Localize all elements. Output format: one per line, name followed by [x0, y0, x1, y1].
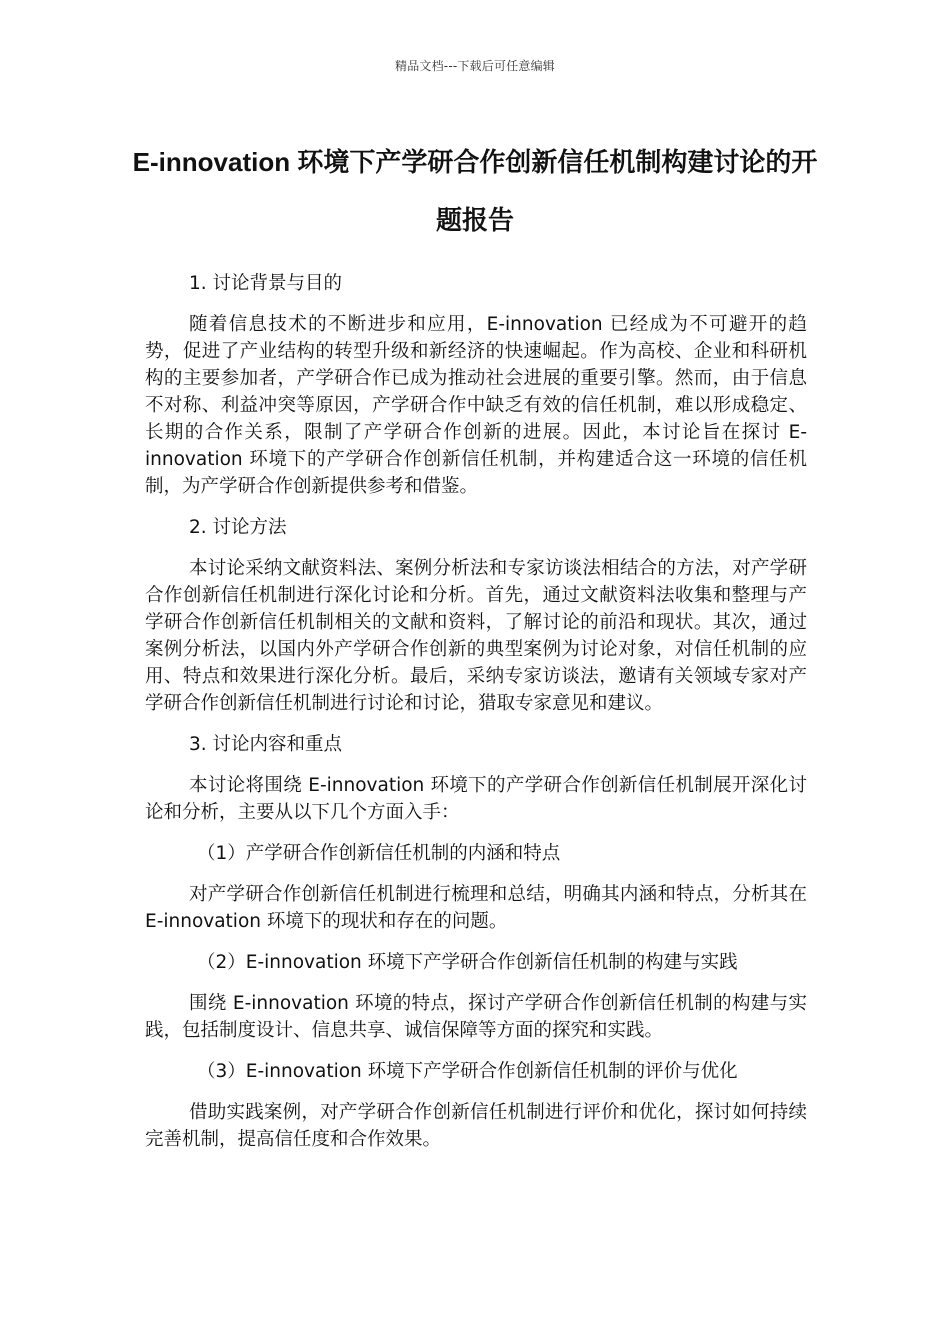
subsection-paragraph-2: 围绕 E-innovation 环境的特点，探讨产学研合作创新信任机制的构建与实践，包括制度设计、信息共享、诚信保障等方面的探究和实践。 — [145, 993, 807, 1041]
section-heading-background: 1. 讨论背景与目的 — [189, 273, 343, 294]
subsection-heading-3: （3）E-innovation 环境下产学研合作创新信任机制的评价与优化 — [197, 1061, 738, 1082]
subsection-paragraph-1: 对产学研合作创新信任机制进行梳理和总结，明确其内涵和特点，分析其在 E-innovation 环境下的现状和存在的问题。 — [145, 884, 807, 932]
paragraph-background: 随着信息技术的不断进步和应用，E-innovation 已经成为不可避开的趋势，促进了产业结构的转型升级和新经济的快速崛起。作为高校、企业和科研机构的主要参加者，产学研合作已成为推动社会进展的重要引擎。然而，由于信息不对称、利益冲突等原因，产学研合作中缺乏有效的信任机制，难以形成稳定、长期的合作关系，限制了产学研合作创新的进展。因此，本讨论旨在探讨 E-innovation 环境下的产学研合作创新信任机制，并构建适合这一环境的信任机制，为产学研合作创新提供参考和借鉴。 — [145, 314, 807, 497]
paragraph-methods: 本讨论采纳文献资料法、案例分析法和专家访谈法相结合的方法，对产学研合作创新信任机制进行深化讨论和分析。首先，通过文献资料法收集和整理与产学研合作创新信任机制相关的文献和资料，了解讨论的前沿和现状。其次，通过案例分析法，以国内外产学研合作创新的典型案例为讨论对象，对信任机制的应用、特点和效果进行深化分析。最后，采纳专家访谈法，邀请有关领域专家对产学研合作创新信任机制进行讨论和讨论，猎取专家意见和建议。 — [145, 558, 807, 714]
document-title: E-innovation 环境下产学研合作创新信任机制构建讨论的开题报告 — [132, 147, 818, 235]
paragraph-content-intro: 本讨论将围绕 E-innovation 环境下的产学研合作创新信任机制展开深化讨论和分析，主要从以下几个方面入手： — [145, 775, 807, 823]
subsection-heading-1: （1）产学研合作创新信任机制的内涵和特点 — [197, 843, 561, 864]
subsection-heading-2: （2）E-innovation 环境下产学研合作创新信任机制的构建与实践 — [197, 952, 738, 973]
section-heading-methods: 2. 讨论方法 — [189, 517, 287, 538]
header-note: 精品文档---下载后可任意编辑 — [395, 59, 555, 73]
document-body — [145, 270, 807, 1167]
section-heading-content: 3. 讨论内容和重点 — [189, 734, 343, 755]
subsection-paragraph-3: 借助实践案例，对产学研合作创新信任机制进行评价和优化，探讨如何持续完善机制，提高信任度和合作效果。 — [145, 1102, 807, 1150]
